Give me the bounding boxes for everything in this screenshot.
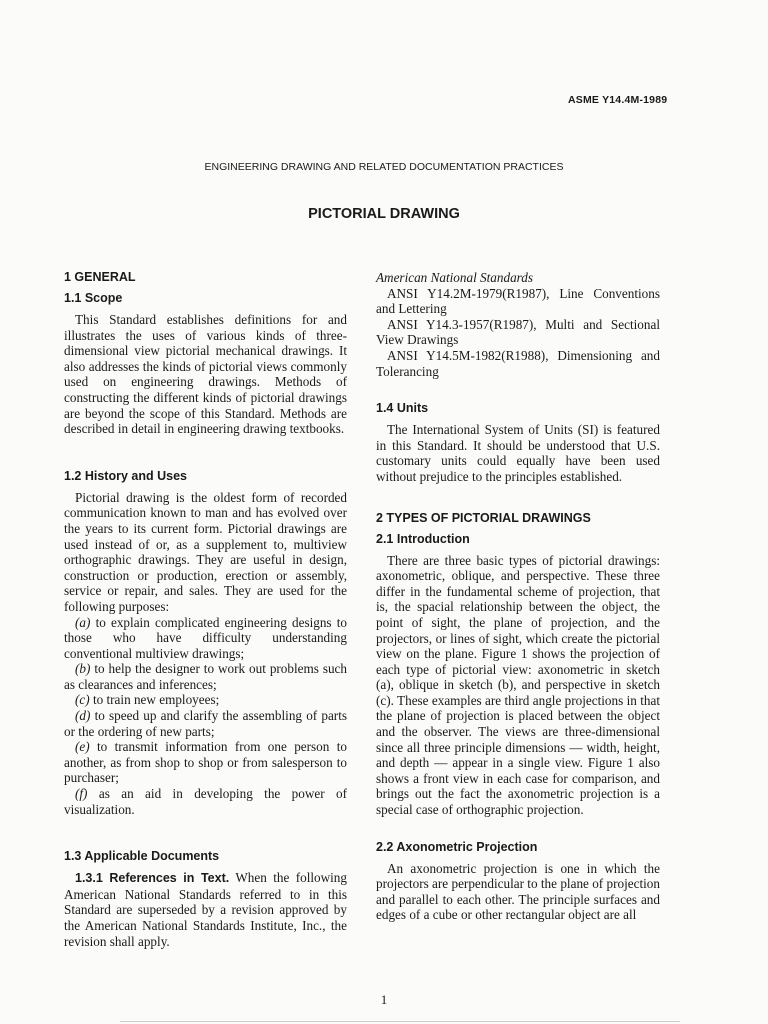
bottom-rule (120, 1021, 680, 1022)
ansi-reference: ANSI Y14.2M-1979(R1987), Line Conventions and Lettering (376, 285, 660, 317)
ansi-reference: ANSI Y14.3-1957(R1987), Multi and Sectional View Drawings (376, 316, 660, 348)
series-title: ENGINEERING DRAWING AND RELATED DOCUMENTATION PRACTICES (204, 161, 564, 173)
purpose-item: (e) to transmit information from one person to another, as from shop to shop or from salesperson to purchaser; (64, 739, 347, 786)
ansi-reference: ANSI Y14.5M-1982(R1988), Dimensioning and Tolerancing (376, 347, 660, 379)
section-heading-scope: 1.1 Scope (64, 291, 123, 305)
scope-paragraph: This Standard establishes definitions for and illustrates the uses of various kinds of three-dimensional view pictorial mechanical drawings. It also addresses the kinds of pictorial views commonly used on engineering drawings. Methods of constructing the different kinds of pictorial drawings are beyond the scope of this Standard. Methods are described in detail in engineering drawing textbooks. (64, 312, 347, 437)
section-heading-general: 1 GENERAL (64, 270, 136, 284)
document-title: PICTORIAL DRAWING (308, 206, 460, 222)
section-heading-introduction: 2.1 Introduction (376, 531, 470, 546)
section-heading-history: 1.2 History and Uses (64, 468, 187, 483)
subsection-heading-references: 1.3.1 References in Text. (75, 871, 230, 886)
purpose-item: (d) to speed up and clarify the assembling of parts or the ordering of new parts; (64, 708, 347, 739)
document-code: ASME Y14.4M-1989 (568, 94, 668, 106)
section-heading-types: 2 TYPES OF PICTORIAL DRAWINGS (376, 510, 591, 525)
right-column (376, 270, 660, 923)
section-heading-units: 1.4 Units (376, 401, 429, 416)
page-number: 1 (380, 992, 388, 1007)
purpose-item: (a) to explain complicated engineering designs to those who have difficulty understanding conventional multiview drawings; (64, 614, 347, 661)
introduction-paragraph: There are three basic types of pictorial drawings: axonometric, oblique, and perspective. These three differ in the fundamental scheme of projection, that is, the spacial relationship between the object, the point of sight, the plane of projection, and the projectors, or lines of sight, which create the pictorial view on the plane. Figure 1 shows the projection of each type of pictorial view: axonometric in sketch (a), oblique in sketch (b), and perspective in sketch (c). These examples are third angle projections in that the plane of projection is placed between the object and the observer. The views are three-dimensional since all three principle dimensions — width, height, and depth — appear in a single view. Figure 1 also shows a front view in each case for comparison, and brings out the fact the axonometric projection is a special case of orthographic projection. (376, 552, 660, 818)
purpose-item: (b) to help the designer to work out problems such as clearances and inferences; (64, 661, 347, 692)
section-heading-axonometric: 2.2 Axonometric Projection (376, 839, 538, 854)
left-column (64, 270, 347, 949)
history-paragraph: Pictorial drawing is the oldest form of recorded communication known to man and has evolved over the years to its current form. Pictorial drawings are used instead of or, as a supplement to, multiview orthographic drawings. They are useful in design, construction or production, erection or assembly, service or repair, and sales. They are used for the following purposes: (64, 489, 347, 614)
purpose-item: (c) to train new employees; (75, 692, 220, 708)
axonometric-paragraph: An axonometric projection is one in which the projectors are perpendicular to the plane of projection and parallel to each other. The principle surfaces and edges of a cube or other rectangular object are all (376, 860, 660, 923)
section-heading-applicable-documents: 1.3 Applicable Documents (64, 849, 220, 864)
ans-heading: American National Standards (376, 270, 534, 285)
units-paragraph: The International System of Units (SI) is featured in this Standard. It should be understood that U.S. customary units could equally have been used without prejudice to the principles established. (376, 422, 660, 484)
purpose-item: (f) as an aid in developing the power of visualization. (64, 786, 348, 817)
references-paragraph: 1.3.1 References in Text. When the following American National Standards referred to in this Standard are superseded by a revision approved by the American National Standards Institute, Inc., the revision shall apply. (64, 870, 347, 949)
